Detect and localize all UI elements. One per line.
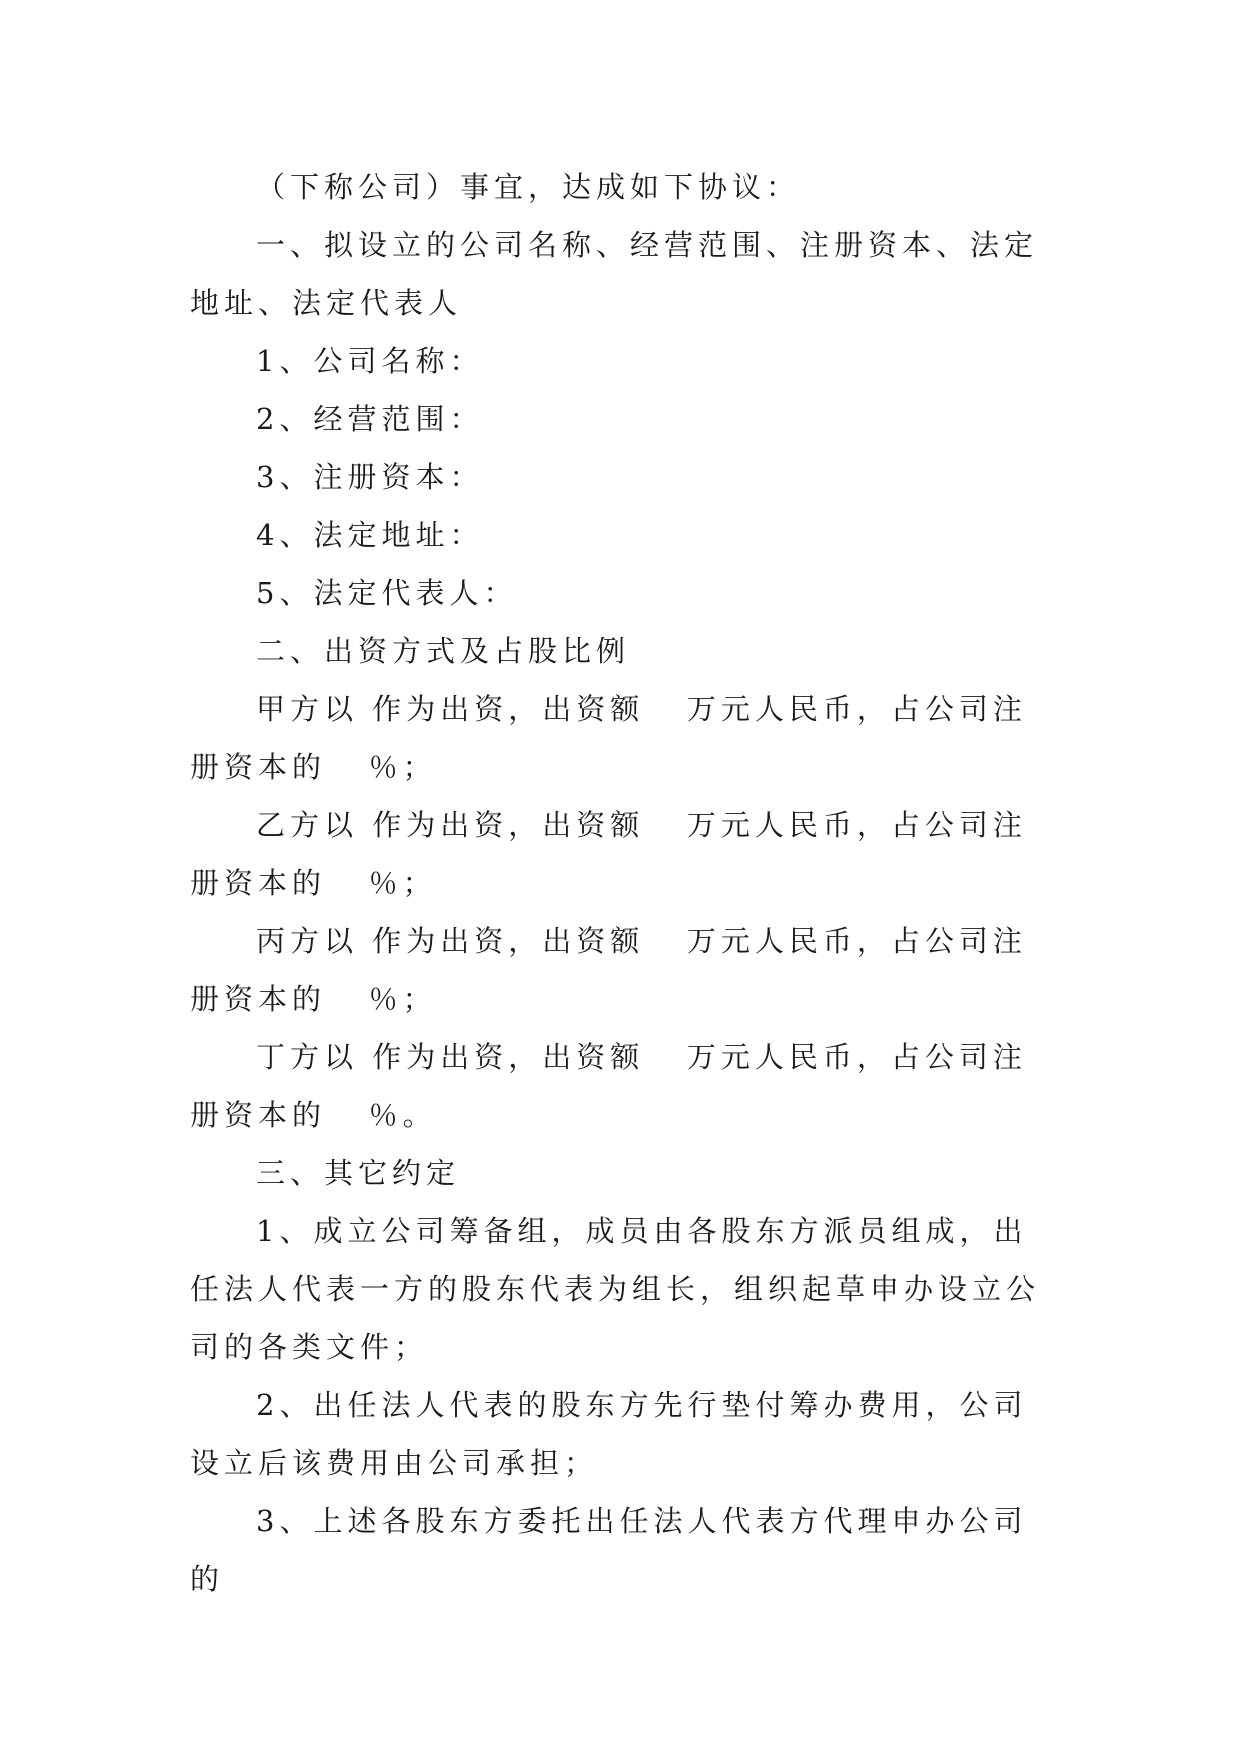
item-registered-capital: 3、注册资本： bbox=[256, 460, 484, 494]
party-c-contribution: 丙方以 作为出资，出资额 万元人民币，占公司注册资本的 ％； bbox=[190, 924, 1027, 1016]
paragraph-intro: （下称公司）事宜，达成如下协议： bbox=[256, 170, 801, 204]
party-a-contribution: 甲方以 作为出资，出资额 万元人民币，占公司注册资本的 ％； bbox=[190, 692, 1027, 784]
term-preparation-group: 1、成立公司筹备组，成员由各股东方派员组成，出任法人代表一方的股东代表为组长，组织起草申办设立公司的各类文件； bbox=[190, 1214, 1041, 1364]
section-heading-company-info: 一、拟设立的公司名称、经营范围、注册资本、法定地址、法定代表人 bbox=[190, 228, 1039, 320]
term-authorization: 3、上述各股东方委托出任法人代表方代理申办公司的 bbox=[190, 1504, 1028, 1596]
item-legal-address: 4、法定地址： bbox=[256, 518, 484, 552]
section-heading-other-terms: 三、其它约定 bbox=[256, 1156, 461, 1190]
term-preparation-costs: 2、出任法人代表的股东方先行垫付筹办费用，公司设立后该费用由公司承担； bbox=[190, 1388, 1028, 1480]
item-legal-representative: 5、法定代表人： bbox=[256, 576, 518, 610]
item-company-name: 1、公司名称： bbox=[256, 344, 484, 378]
party-b-contribution: 乙方以 作为出资，出资额 万元人民币，占公司注册资本的 ％； bbox=[190, 808, 1027, 900]
section-heading-capital-contribution: 二、出资方式及占股比例 bbox=[256, 634, 631, 668]
party-d-contribution: 丁方以 作为出资，出资额 万元人民币，占公司注册资本的 ％。 bbox=[190, 1040, 1027, 1132]
document-body bbox=[190, 158, 1050, 1608]
item-business-scope: 2、经营范围： bbox=[256, 402, 484, 436]
